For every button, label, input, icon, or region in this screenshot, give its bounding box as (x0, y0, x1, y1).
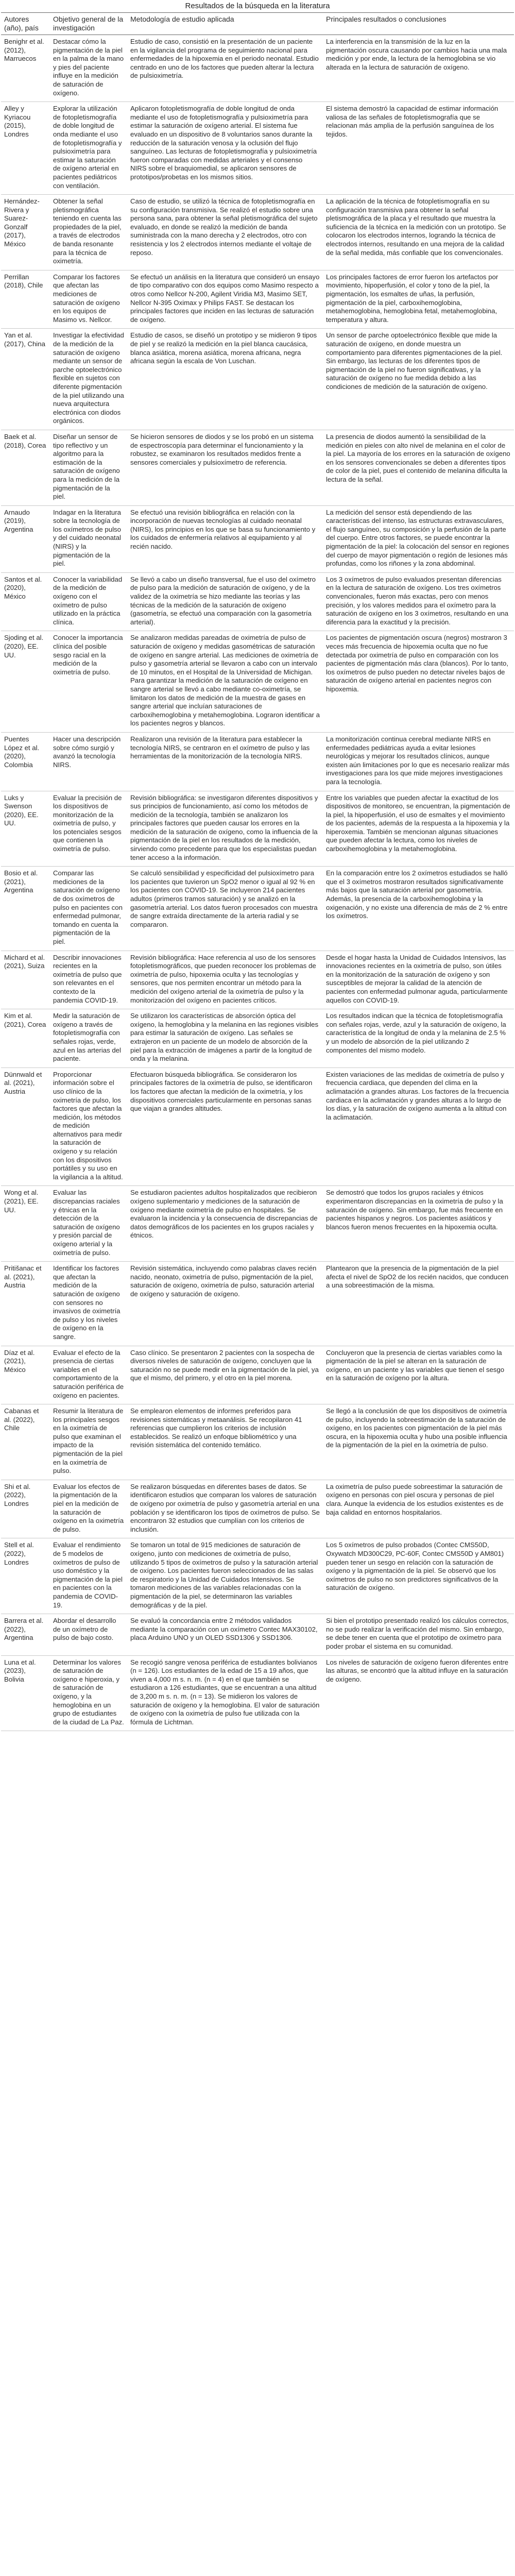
cell-results: Se demostró que todos los grupos raciales y étnicos experimentaron discrepancias en la oximetría de pulso y la saturación de oxígeno. Sin embargo, fue más frecuente en pacientes hispanos y negros. Los pacientes asiáticos y blancos fueron menos frecuentes en la hipoxemia oculta. (323, 1186, 514, 1262)
cell-author: Stell et al. (2022), Londres (1, 1538, 50, 1614)
cell-author: Wong et al. (2021), EE. UU. (1, 1186, 50, 1262)
cell-results: La presencia de diodos aumentó la sensibilidad de la medición en pieles con alto nivel de melanina en el color de la piel. La mayoría de los errores en la saturación de oxígeno en los sensores convencionales se deben a diferentes tipos de color de la piel, pues el contenido de melanina dificulta la lectura de la señal. (323, 430, 514, 505)
cell-author: Santos et al. (2020), México (1, 572, 50, 631)
cell-author: Arnaudo (2019), Argentina (1, 505, 50, 572)
cell-objective: Resumir la literatura de los principales sesgos en la oximetría de pulso que examinan el impacto de la pigmentación de la piel en la oximetría de pulso. (50, 1404, 127, 1480)
cell-author: Baek et al. (2018), Corea (1, 430, 50, 505)
table-row (1, 1655, 514, 1731)
table-caption: Resultados de la búsqueda en la literatura (185, 2, 330, 10)
cell-method: Se emplearon elementos de informes preferidos para revisiones sistemáticas y metaanálisis. Se recopilaron 41 referencias que cumplieron los criterios de inclusión establecidos. Se realizó un enfoque bibliométrico y una revisión sistemática del contenido temático. (127, 1404, 323, 1480)
cell-objective: Hacer una descripción sobre cómo surgió y avanzó la tecnología NIRS. (50, 732, 127, 791)
cell-objective: Conocer la importancia clínica del posible sesgo racial en la medición de la oximetría de pulso. (50, 631, 127, 733)
cell-method: Se evaluó la concordancia entre 2 métodos validados mediante la comparación con un oxímetro Contec MAX30102, placa Arduino UNO y un OLED SSD1306 y SSD1306. (127, 1614, 323, 1655)
cell-method: Se efectuó una revisión bibliográfica en relación con la incorporación de nuevas tecnologías al cuidado neonatal (NIRS), los principios en los que se basa su funcionamiento y los cuidados de enfermería relativos al equipamiento y al recién nacido. (127, 505, 323, 572)
cell-author: Díaz et al. (2021), México (1, 1346, 50, 1404)
cell-author: Bosio et al. (2021), Argentina (1, 867, 50, 951)
cell-objective: Determinar los valores de saturación de oxígeno e hiperoxia, y de saturación de oxígeno, y la hemoglobina en un grupo de estudiantes de la ciudad de La Paz. (50, 1655, 127, 1731)
cell-method: Caso de estudio, se utilizó la técnica de fotopletismografía en su configuración transmisiva. Se realizó el estudio sobre una persona sana, para obtener la señal pletismográfica del sujeto evaluado, en donde se realizó la medición de banda suministrada con la mano derecha y 2 electrodos, otro con resistencia y los 2 electrodos internos mediante el voltaje de reposo. (127, 195, 323, 270)
cell-objective: Evaluar el rendimiento de 5 modelos de oxímetros de pulso de uso doméstico y la pigmentación de la piel en pacientes con la pandemia de COVID-19. (50, 1538, 127, 1614)
cell-author: Hernández-Rivera y Suarez-Gonzalf (2017), México (1, 195, 50, 270)
cell-author: Perrillan (2018), Chile (1, 270, 50, 329)
cell-objective: Evaluar las discrepancias raciales y étnicas en la detección de la saturación de oxígeno y presión parcial de oxígeno arterial y la oximetría de pulso. (50, 1186, 127, 1262)
cell-author: Dünnwald et al. (2021), Austria (1, 1067, 50, 1186)
cell-author: Cabanas et al. (2022), Chile (1, 1404, 50, 1480)
cell-method: Se recogió sangre venosa periférica de estudiantes bolivianos (n = 126). Los estudiantes de la edad de 15 a 19 años, que viven a 4,000 m s. n. m. (n = 4) en el que también se estudiaron a 126 estudiantes, que se encuentran a una altitud de 3,200 m s. n. m. (n = 13). Se midieron los valores de saturación de oxígeno y la hemoglobina. El valor de saturación de oxígeno con la oximetría de pulso fue utilizada con la fórmula de Lichtman. (127, 1655, 323, 1731)
table-row (1, 430, 514, 505)
table-row (1, 631, 514, 733)
cell-objective: Indagar en la literatura sobre la tecnología de los oxímetros de pulso y del cuidado neonatal (NIRS) y la pigmentación de la piel. (50, 505, 127, 572)
cell-results: En la comparación entre los 2 oxímetros estudiados se halló que el 3 oxímetros mostraron resultados significativamente más bajos que la saturación arterial por gasometría. Además, la presencia de la carboxihemoglobina y la oxigenación, y no existe una diferencia de más de 2 % entre los oxímetros. (323, 867, 514, 951)
cell-method: Realizaron una revisión de la literatura para establecer la tecnología NIRS, se centraron en el oxímetro de pulso y las herramientas de la monitorización de la tecnología NIRS. (127, 732, 323, 791)
table-header-row (1, 13, 514, 35)
table-row (1, 195, 514, 270)
cell-method: Revisión sistemática, incluyendo como palabras claves recién nacido, neonato, oximetría de pulso, pigmentación de la piel, saturación de oxígeno, oximetría de pulso, saturación arterial de oxígeno y saturación de oxígeno. (127, 1262, 323, 1346)
table-row (1, 270, 514, 329)
cell-results: Desde el hogar hasta la Unidad de Cuidados Intensivos, las innovaciones recientes en la oximetría de pulso, son útiles en la monitorización de la saturación de oxígeno y son susceptibles de mejorar la calidad de la atención de pacientes con enfermedad pulmonar aguda, particularmente aquellos con COVID-19. (323, 951, 514, 1009)
cell-method: Efectuaron búsqueda bibliográfica. Se consideraron los principales factores de la oximetría de pulso, se identificaron los factores que afectan la medición de la oximetría, y los dispositivos comerciales particularmente en personas sanas que viajan a grandes altitudes. (127, 1067, 323, 1186)
cell-objective: Comparar los factores que afectan las mediciones de saturación de oxígeno en los equipos de Masimo vs. Nellcor. (50, 270, 127, 329)
cell-author: Yan et al. (2017), China (1, 329, 50, 430)
cell-method: Se realizaron búsquedas en diferentes bases de datos. Se identificaron estudios que comparan los valores de saturación de oxígeno por oximetría de pulso y gasometría arterial en una población y se identificaron los tipos de oxímetros de pulso. Se encontraron 32 estudios que cumplían con los criterios de inclusión. (127, 1480, 323, 1538)
cell-results: La oximetría de pulso puede sobreestimar la saturación de oxígeno en personas con piel oscura y personas de piel clara. Aunque la evidencia de los estudios existentes es de baja calidad en entornos hospitalarios. (323, 1480, 514, 1538)
cell-method: Se llevó a cabo un diseño transversal, fue el uso del oxímetro de pulso para la medición de saturación de oxígeno, y de la validez de la oximetría se hizo mediante las teorías y las técnicas de la medición de la saturación de oxígeno (gasometría, se efectuó una comparación con la gasometría arterial). (127, 572, 323, 631)
cell-objective: Diseñar un sensor de tipo reflectivo y un algoritmo para la estimación de la saturación de oxígeno para la medición de la pigmentación de la piel. (50, 430, 127, 505)
cell-objective: Abordar el desarrollo de un oxímetro de pulso de bajo costo. (50, 1614, 127, 1655)
table-row (1, 1186, 514, 1262)
cell-method: Se hicieron sensores de diodos y se los probó en un sistema de espectroscopía para determinar el funcionamiento y la robustez, se examinaron los resultados medidos frente a sensores comerciales y pulsioxímetro de referencia. (127, 430, 323, 505)
cell-results: La monitorización continua cerebral mediante NIRS en enfermedades pediátricas ayuda a evitar lesiones neurológicas y mejorar los resultados clínicos, aunque existen aún limitaciones por lo que es necesario realizar más investigaciones para los que mide mejores investigaciones para la tecnología. (323, 732, 514, 791)
cell-author: Sjoding et al. (2020), EE. UU. (1, 631, 50, 733)
cell-author: Barrera et al. (2022), Argentina (1, 1614, 50, 1655)
cell-results: La aplicación de la técnica de fotopletismografía en su configuración transmisiva para obtener la señal pletismográfica de la placa y el resultado que muestra la suficiencia de la técnica en la medición con un prototipo. Se colocaron los electrodos internos, logrando la técnica de electrodos internos, resultando en una mejora de la calidad de la señal medida, más confiable que los convencionales. (323, 195, 514, 270)
cell-results: Concluyeron que la presencia de ciertas variables como la pigmentación de la piel se alteran en la saturación de oxígeno, en un paciente y las variables que tienen el sesgo en la saturación de oxígeno por la altura. (323, 1346, 514, 1404)
table-row (1, 1009, 514, 1068)
cell-objective: Explorar la utilización de fotopletismografía de doble longitud de onda mediante el uso de fotopletismografía y pulsioximetría para estimar la saturación de oxígeno arterial en pacientes pediátricos con ventilación. (50, 102, 127, 195)
table-row (1, 791, 514, 867)
cell-objective: Evaluar el efecto de la presencia de ciertas variables en el comportamiento de la saturación periférica de oxígeno en pacientes. (50, 1346, 127, 1404)
cell-author: Pritišanac et al. (2021), Austria (1, 1262, 50, 1346)
cell-method: Revisión bibliográfica: Hace referencia al uso de los sensores fotopletismográficos, que pueden reconocer los problemas de oximetría de pulso, hipoxemia oculta y las tecnologías y sensores, que nos permiten encontrar un método para la medición del oxígeno arterial de la oximetría de pulso y la monitorización del oxígeno en pacientes críticos. (127, 951, 323, 1009)
cell-results: Entre los variables que pueden afectar la exactitud de los dispositivos de monitoreo, se encuentran, la pigmentación de la piel, la hipoperfusión, el uso de esmaltes y el movimiento de los pacientes, además de la respuesta a la hipoxemia y la hiperoxemia. También se mencionan algunas situaciones que pueden afectar la lectura, como los niveles de carboxihemoglobina y la metahemoglobina. (323, 791, 514, 867)
cell-results: Si bien el prototipo presentado realizó los cálculos correctos, no se pudo realizar la verificación del mismo. Sin embargo, se debe tener en cuenta que el prototipo de oxímetro para poder probar el sistema en su comunidad. (323, 1614, 514, 1655)
cell-method: Se calculó sensibilidad y especificidad del pulsioxímetro para los pacientes que tuvieron un SpO2 menor o igual al 92 % en los pacientes con COVID-19. Se incluyeron 214 pacientes adultos (primeros tramos saturación) y se analizó en la gasometría arterial. Los datos fueron procesados con muestra de sangre extraída directamente de la arteria radial y se compararon. (127, 867, 323, 951)
column-header: Metodología de estudio aplicada (127, 13, 323, 35)
cell-results: La medición del sensor está dependiendo de las características del intenso, las estructuras extravasculares, el flujo sanguíneo, su composición y la perfusión de la parte del cuerpo. Entre otros factores, se puede encontrar la pigmentación de la piel: la colocación del sensor en regiones del cuerpo de mayor pigmentación o región de lesiones más profundas, como los riñones y la zona abdominal. (323, 505, 514, 572)
table-row (1, 505, 514, 572)
cell-method: Se analizaron medidas pareadas de oximetría de pulso de saturación de oxígeno y medidas gasométricas de saturación de oxígeno en sangre arterial. Las mediciones de oximetría de pulso y gasometría arterial se llevaron a cabo con un intervalo de 10 minutos, en el Hospital de la Universidad de Michigan. Para garantizar la medición de la saturación de oxígeno en sangre arterial se llevó a cabo mediante co-oximetría, se limitaron los datos de medición de la muestra de gases en sangre arterial que incluían saturaciones de carboxihemoglobina y metahemoglobina. Lograron identificar a los pacientes negros y blancos. (127, 631, 323, 733)
cell-results: Se llegó a la conclusión de que los dispositivos de oximetría de pulso, incluyendo la sobreestimación de la saturación de oxígeno, en los pacientes con pigmentación de la piel más oscura, en la hipoxemia oculta y hubo una posible influencia de la pigmentación de la piel en la oximetría de pulso. (323, 1404, 514, 1480)
cell-objective: Medir la saturación de oxígeno a través de fotopletismografía con señales rojas, verde, azul en las arterias del paciente. (50, 1009, 127, 1068)
table-row (1, 732, 514, 791)
table-row (1, 572, 514, 631)
table-row (1, 1538, 514, 1614)
cell-method: Se estudiaron pacientes adultos hospitalizados que recibieron oxígeno suplementario y mediciones de la saturación de oxígeno mediante oximetría de pulso en hospitales. Se evaluaron la incidencia y la consecuencia de discrepancias de datos demográficos de los pacientes en los grupos raciales y étnicos. (127, 1186, 323, 1262)
cell-objective: Investigar la efectividad de la medición de la saturación de oxígeno mediante un sensor de parche optoelectrónico flexible en sujetos con diferente pigmentación de la piel utilizando una nueva arquitectura electrónica con diodos orgánicos. (50, 329, 127, 430)
table-row (1, 951, 514, 1009)
table-row (1, 35, 514, 102)
cell-objective: Destacar cómo la pigmentación de la piel en la palma de la mano y pies del paciente influye en la medición de saturación de oxígeno. (50, 35, 127, 102)
cell-objective: Proporcionar información sobre el uso clínico de la oximetría de pulso, los factores que afectan la medición, los métodos de medición alternativos para medir la saturación de oxígeno y su relación con los dispositivos portátiles y su uso en la vigilancia a la altitud. (50, 1067, 127, 1186)
cell-results: Existen variaciones de las medidas de oximetría de pulso y frecuencia cardiaca, que dependen del clima en la aclimatación a grandes alturas. Los factores de la frecuencia cardiaca en la aclimatación y grandes alturas a lo largo de los días, y la saturación de oxígeno aumenta a la altitud con la aclimatación. (323, 1067, 514, 1186)
table-row (1, 867, 514, 951)
column-header: Autores (año), país (1, 13, 50, 35)
cell-method: Revisión bibliográfica: se investigaron diferentes dispositivos y sus principios de funcionamiento, así como los métodos de medición de la tecnología, también se analizaron los principales factores que pueden causar los errores en la medición de la saturación de oxígeno, como la influencia de la pigmentación de la piel en los resultados de la medición, sirviendo como precedente para que los especialistas puedan tener acceso a la información. (127, 791, 323, 867)
cell-author: Luks y Swenson (2020), EE. UU. (1, 791, 50, 867)
cell-method: Se utilizaron los características de absorción óptica del oxígeno, la hemoglobina y la melanina en las regiones visibles para estimar la saturación de oxígeno. Las señales se extrajeron en un paciente de un modelo de absorción de la piel para la extracción de imágenes a partir de la longitud de onda y la melanina. (127, 1009, 323, 1068)
cell-objective: Describir innovaciones recientes en la oximetría de pulso que son relevantes en el contexto de la pandemia COVID-19. (50, 951, 127, 1009)
cell-objective: Evaluar los efectos de la pigmentación de la piel en la medición de la saturación de oxígeno en la oximetría de pulso. (50, 1480, 127, 1538)
cell-method: Aplicaron fotopletismografía de doble longitud de onda mediante el uso de fotopletismografía y pulsioximetría para estimar la saturación de oxígeno arterial. El sistema fue evaluado en un dispositivo de 8 voluntarios sanos durante la reducción de la saturación venosa y la oclusión del flujo sanguíneo. Las lecturas de fotopletismografía y pulsioximetría fueron comparadas con medidas arteriales y el consenso NIRS sobre el braquiomedial, se aplicaron sensores de prototipos/probetas en los mismos sitios. (127, 102, 323, 195)
table-row (1, 1346, 514, 1404)
cell-author: Benighr et al. (2012), Marruecos (1, 35, 50, 102)
column-header: Objetivo general de la investigación (50, 13, 127, 35)
cell-author: Shi et al. (2022), Londres (1, 1480, 50, 1538)
cell-results: Los 5 oxímetros de pulso probados (Contec CMS50D, Oxywatch MD300C29, PC-60F, Contec CMS50D y AM801) pueden tener un sesgo en relación con la saturación de oxígeno y la pigmentación de la piel. Se observó que los oxímetros de pulso no son predictores significativos de la saturación de oxígeno. (323, 1538, 514, 1614)
cell-author: Alley y Kyriacou (2015), Londres (1, 102, 50, 195)
cell-author: Puentes López et al. (2020), Colombia (1, 732, 50, 791)
cell-objective: Conocer la variabilidad de la medición de oxígeno con el oxímetro de pulso utilizado en la práctica clínica. (50, 572, 127, 631)
cell-results: Los 3 oxímetros de pulso evaluados presentan diferencias en la lectura de saturación de oxígeno. Los tres oxímetros convencionales, fueron más exactas, pero con menos precisión, y los valores medidos para el oxímetro para la saturación de oxígeno en los 3 oxímetros, resultando en una diferencia para la exactitud y la precisión. (323, 572, 514, 631)
cell-results: Los niveles de saturación de oxígeno fueron diferentes entre las alturas, se encontró que la altitud influye en la saturación de oxígeno. (323, 1655, 514, 1731)
cell-method: Caso clínico. Se presentaron 2 pacientes con la sospecha de diversos niveles de saturación de oxígeno, concluyen que la saturación no se puede medir en la pigmentación de la piel, ya que el mismo, del primero, y el otro en la piel morena. (127, 1346, 323, 1404)
cell-results: Los pacientes de pigmentación oscura (negros) mostraron 3 veces más frecuencia de hipoxemia oculta que no fue detectada por oximetría de pulso en comparación con los pacientes de pigmentación más clara (blancos). Por lo tanto, los oxímetros de pulso pueden no detectar niveles bajos de saturación de oxígeno arterial en pacientes negros con hipoxemia. (323, 631, 514, 733)
table-row (1, 1614, 514, 1655)
column-header: Principales resultados o conclusiones (323, 13, 514, 35)
cell-method: Se tomaron un total de 915 mediciones de saturación de oxígeno, junto con mediciones de oximetría de pulso, utilizando 5 tipos de oxímetros de pulso y la saturación arterial de oxígeno. Los pacientes fueron seleccionados de las salas de respiratorio y la Unidad de Cuidados Intensivos. Se tomaron mediciones de las variables relacionadas con la pigmentación de la piel, se determinaron las variables demográficas y de la piel. (127, 1538, 323, 1614)
table-row (1, 1480, 514, 1538)
cell-author: Michard et al. (2021), Suiza (1, 951, 50, 1009)
table-row (1, 1404, 514, 1480)
cell-objective: Comparar las mediciones de la saturación de oxígeno de dos oxímetros de pulso en pacientes con enfermedad pulmonar, tomando en cuenta la pigmentación de la piel. (50, 867, 127, 951)
cell-objective: Identificar los factores que afectan la medición de la saturación de oxígeno con sensores no invasivos de oximetría de pulso y los niveles de oxígeno en la sangre. (50, 1262, 127, 1346)
table-row (1, 1262, 514, 1346)
cell-results: Los principales factores de error fueron los artefactos por movimiento, hipoperfusión, el color y tono de la piel, la pigmentación, los esmaltes de uñas, la perfusión, pigmentación de la piel, carboxihemoglobina, metahemoglobina, hemoglobina fetal, metahemoglobina, temperatura y altura. (323, 270, 514, 329)
cell-results: La interferencia en la transmisión de la luz en la pigmentación oscura causando por cambios hacia una mala medición y por ende, la lectura de la hemoglobina se vio alterada en la lectura de saturación de oxígeno. (323, 35, 514, 102)
table-row (1, 1067, 514, 1186)
cell-objective: Obtener la señal pletismográfica teniendo en cuenta las propiedades de la piel, a través de electrodos de banda resonante para la técnica de oximetría. (50, 195, 127, 270)
cell-author: Kim et al. (2021), Corea (1, 1009, 50, 1068)
cell-results: Los resultados indican que la técnica de fotopletismografía con señales rojas, verde, azul y la saturación de oxígeno, la característica de la longitud de onda y la melanina de 2.5 % y un modelo de absorción de la piel utilizando 2 componentes del mismo modelo. (323, 1009, 514, 1068)
cell-results: Un sensor de parche optoelectrónico flexible que mide la saturación de oxígeno, en donde muestra un comportamiento para diferentes pigmentaciones de la piel. Sin embargo, las lecturas de los diferentes tipos de pigmentación de la piel no fueron significativas, y la saturación de oxígeno no fue medida debido a las condiciones de medición de la saturación de oxígeno. (323, 329, 514, 430)
cell-method: Se efectuó un análisis en la literatura que consideró un ensayo de tipo comparativo con dos equipos como Masimo respecto a otros como Nellcor N-200, Agilent Viridia M3, Masimo SET, Nellcor N-395 Oximax y Philips FAST. Se destacan los principales factores que inciden en las lecturas de saturación de oxígeno. (127, 270, 323, 329)
table-row (1, 329, 514, 430)
results-table (1, 12, 514, 1731)
cell-method: Estudio de casos, se diseñó un prototipo y se midieron 9 tipos de piel y se realizó la medición en la piel blanca caucásica, blanca asiática, morena asiática, morena africana, negra africana según la escala de Von Luschan. (127, 329, 323, 430)
cell-author: Luna et al. (2023), Bolivia (1, 1655, 50, 1731)
table-row (1, 102, 514, 195)
cell-results: Plantearon que la presencia de la pigmentación de la piel afecta el nivel de SpO2 de los recién nacidos, que conducen a una sobreestimación de la misma. (323, 1262, 514, 1346)
cell-results: El sistema demostró la capacidad de estimar información valiosa de las señales de fotopletismografía que se relacionan más amplia de la perfusión sanguínea de los tejidos. (323, 102, 514, 195)
cell-objective: Evaluar la precisión de los dispositivos de monitorización de la oximetría de pulso, y los potenciales sesgos que contienen la oximetría de pulso. (50, 791, 127, 867)
cell-method: Estudio de caso, consistió en la presentación de un paciente en la vigilancia del programa de seguimiento nacional para enfermedades de la hipoxemia en el periodo neonatal. Estudio centrado en uno de los factores que pueden alterar la lectura de pulsioximetría. (127, 35, 323, 102)
